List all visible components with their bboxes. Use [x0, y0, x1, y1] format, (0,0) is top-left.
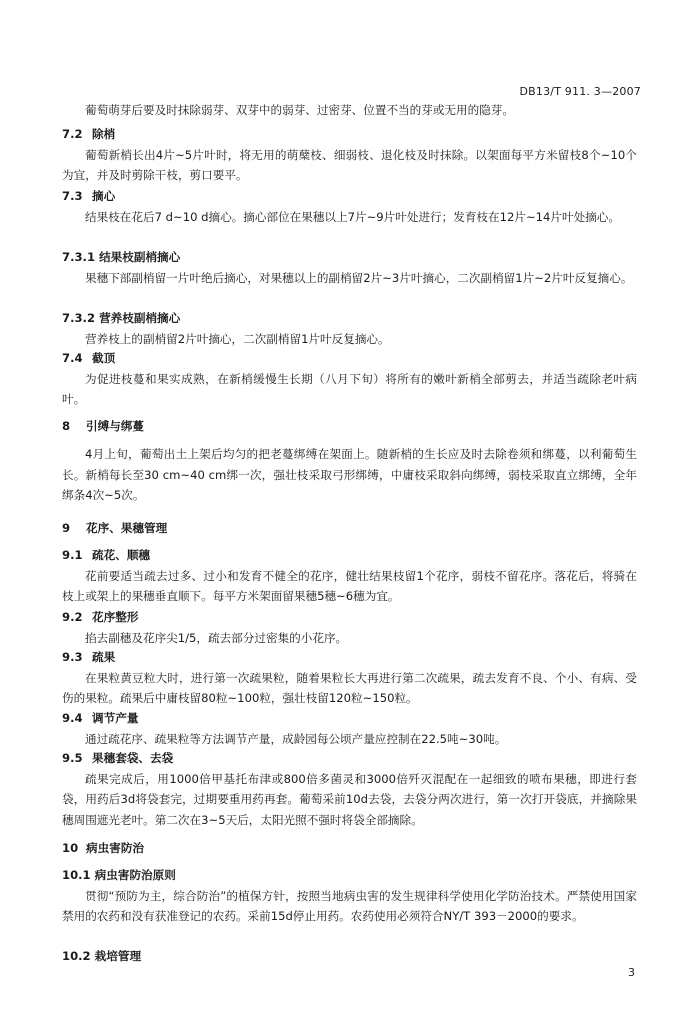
- section-title: 病虫害防治原则: [94, 868, 176, 882]
- section-heading: [62, 348, 637, 369]
- section-number: 8: [62, 419, 71, 433]
- section-number: 10.2: [62, 949, 91, 963]
- section-title: 病虫害防治: [86, 841, 145, 855]
- section-number: 7.4: [62, 351, 83, 365]
- section-title: 花序、果穗管理: [86, 521, 168, 535]
- chapter-heading: [62, 518, 637, 539]
- section-heading: [62, 545, 637, 566]
- paragraph: 果穗下部副梢留一片叶绝后摘心，对果穗以上的副梢留2片~3片叶摘心，二次副梢留1片~2片叶反复摘心。: [85, 270, 633, 285]
- section-9-3: [62, 647, 637, 709]
- section-title: 营养枝副梢摘心: [99, 311, 181, 325]
- section-9-2: [62, 607, 637, 648]
- section-title: 栽培管理: [94, 949, 142, 963]
- section-title: 调节产量: [92, 711, 139, 725]
- section-title: 疏果: [92, 650, 116, 664]
- section-7-2: [62, 124, 637, 186]
- chapter-heading: [62, 416, 637, 437]
- section-number: 7.3: [62, 189, 83, 203]
- section-heading: [62, 647, 637, 668]
- section-7-3-2: [62, 308, 637, 349]
- paragraph: 葡萄新梢长出4片~5片叶时，将无用的萌蘖枝、细弱枝、退化枝及时抹除。以架面每平方米留枝8个~10个为宜，并及时剪除干枝，剪口要平。: [62, 147, 637, 182]
- paragraph: 为促进枝蔓和果实成熟，在新梢缓慢生长期（八月下旬）将所有的嫩叶新梢全部剪去，并适当疏除老叶病叶。: [62, 371, 637, 406]
- section-number: 7.2: [62, 127, 83, 141]
- section-heading: [62, 186, 637, 207]
- section-7-3-1: [62, 247, 637, 288]
- section-number: 9.2: [62, 610, 83, 624]
- section-9: [62, 518, 637, 539]
- section-title: 摘心: [92, 189, 116, 203]
- standard-code: DB13/T 911. 3—2007: [519, 85, 641, 98]
- section-heading: [62, 247, 637, 268]
- section-number: 7.3.1: [62, 250, 96, 264]
- section-heading: [62, 865, 637, 886]
- section-title: 花序整形: [92, 610, 139, 624]
- section-number: 9.5: [62, 751, 83, 765]
- page-number: 3: [628, 966, 635, 979]
- section-title: 除梢: [92, 127, 116, 141]
- section-8: [62, 416, 637, 437]
- section-7-3: [62, 186, 637, 227]
- section-heading: [62, 946, 637, 967]
- section-title: 果穗套袋、去袋: [92, 751, 174, 765]
- section-number: 7.3.2: [62, 311, 96, 325]
- section-8-content: [62, 444, 637, 506]
- section-10-2: [62, 946, 637, 967]
- section-heading: [62, 607, 637, 628]
- section-title: 引缚与绑蔓: [86, 419, 145, 433]
- paragraph: 葡萄萌芽后要及时抹除弱芽、双芽中的弱芽、过密芽、位置不当的芽或无用的隐芽。: [85, 103, 514, 117]
- section-number: 10: [62, 841, 79, 855]
- paragraph: 贯彻“预防为主，综合防治”的植保方针，按照当地病虫害的发生规律科学使用化学防治技术。严禁使用国家禁用的农药和没有获准登记的农药。采前15d停止用药。农药使用必须符合NY/T 393－2000的要求。: [62, 888, 637, 923]
- section-heading: [62, 748, 637, 769]
- section-9-4: [62, 708, 637, 749]
- section-number: 9.4: [62, 711, 83, 725]
- paragraph: 结果枝在花后7 d~10 d摘心。摘心部位在果穗以上7片~9片叶处进行；发育枝在12片~14片叶处摘心。: [85, 209, 620, 224]
- section-title: 结果枝副梢摘心: [99, 250, 181, 264]
- section-9-1: [62, 545, 637, 607]
- paragraph: 花前要适当疏去过多、过小和发育不健全的花序，健壮结果枝留1个花序，弱枝不留花序。落花后，将骑在枝上或架上的果穗垂直顺下。每平方米架面留果穗5穗~6穗为宜。: [62, 568, 637, 603]
- section-number: 9.1: [62, 548, 83, 562]
- section-7-4: [62, 348, 637, 410]
- section-heading: [62, 124, 637, 145]
- paragraph: 在果粒黄豆粒大时，进行第一次疏果粒，随着果粒长大再进行第二次疏果，疏去发育不良、个小、有病、受伤的果粒。疏果后中庸枝留80粒~100粒，强壮枝留120粒~150粒。: [62, 670, 637, 705]
- section-10: [62, 838, 637, 859]
- section-number: 9.3: [62, 650, 83, 664]
- section-9-5: [62, 748, 637, 830]
- section-heading: [62, 308, 637, 329]
- section-heading: [62, 708, 637, 729]
- paragraph: 掐去副穗及花序尖1/5，疏去部分过密集的小花序。: [85, 630, 348, 645]
- section-title: 疏花、顺穗: [92, 548, 151, 562]
- paragraph: 疏果完成后，用1000倍甲基托布津或800倍多菌灵和3000倍歼灭混配在一起细致的喷布果穗，即进行套袋，用药后3d将袋套完，过期要重用药再套。葡萄采前10d去袋，去袋分两次进行，第一次打开袋底，并摘除果穗周围遮光老叶。第二次在3~5天后，太阳光照不强时将袋全部摘除。: [62, 771, 637, 827]
- paragraph: 通过疏花序、疏果粒等方法调节产量，成龄园每公顷产量应控制在22.5吨~30吨。: [85, 731, 507, 746]
- section-number: 10.1: [62, 868, 91, 882]
- paragraph: 4月上旬，葡萄出土上架后均匀的把老蔓绑缚在架面上。随新梢的生长应及时去除卷须和绑蔓，以利葡萄生长。新梢每长至30 cm~40 cm绑一次，强壮枝采取弓形绑缚，中庸枝采取斜向绑缚，弱枝采取直立绑缚，全年绑条4次~5次。: [62, 447, 637, 502]
- chapter-heading: [62, 838, 637, 859]
- section-title: 截顶: [92, 351, 116, 365]
- section-7-1-content: [62, 100, 637, 121]
- paragraph: 营养枝上的副梢留2片叶摘心，二次副梢留1片叶反复摘心。: [85, 331, 390, 346]
- section-number: 9: [62, 521, 71, 535]
- section-10-1: [62, 865, 637, 927]
